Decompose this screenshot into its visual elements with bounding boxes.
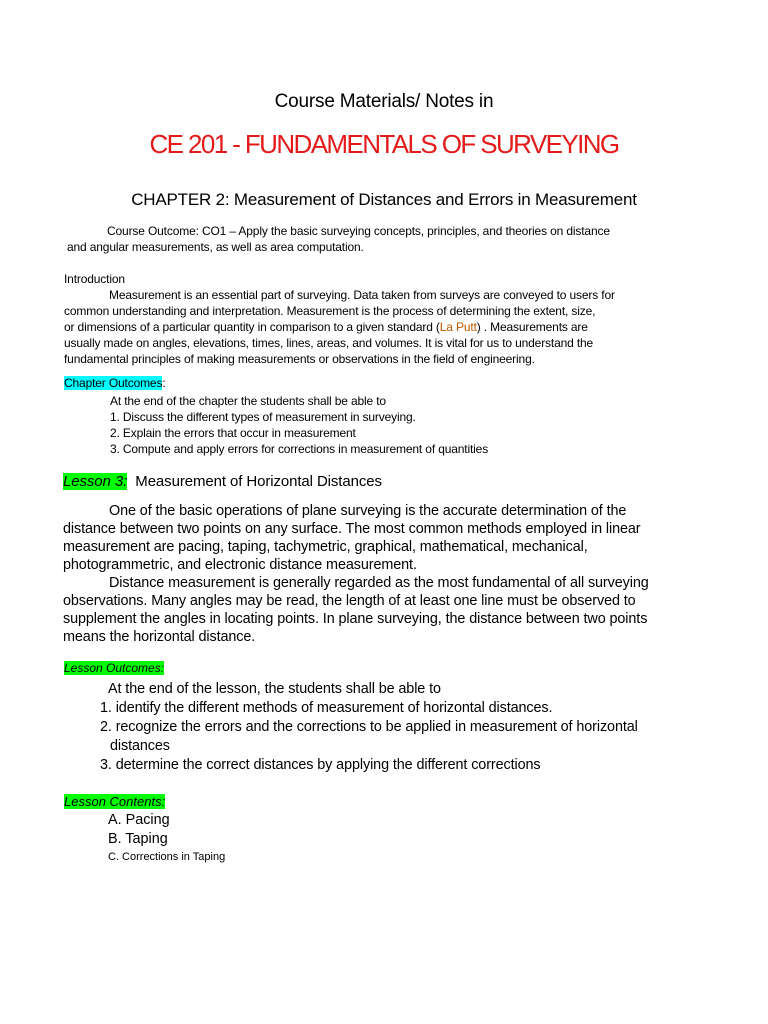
chapter-outcomes-intro: At the end of the chapter the students shall be able to [110, 394, 386, 408]
introduction-heading: Introduction [64, 272, 125, 286]
chapter-outcomes-heading [64, 375, 714, 391]
course-title: CE 201 - FUNDAMENTALS OF SURVEYING [149, 129, 619, 159]
intro-line: or dimensions of a particular quantity in comparison to a given standard ( [64, 320, 440, 334]
lesson-outcomes-label: Lesson Outcomes: [64, 661, 165, 675]
intro-line: common understanding and interpretation. Measurement is the process of determining the extent, size, [64, 304, 596, 318]
course-outcome-line1: Course Outcome: CO1 – Apply the basic surveying concepts, principles, and theories on distance [107, 224, 610, 238]
lesson-outcomes-intro: At the end of the lesson, the students shall be able to [108, 681, 441, 697]
chapter-title: CHAPTER 2: Measurement of Distances and Errors in Measurement [131, 190, 637, 209]
lesson-heading [63, 473, 382, 490]
intro-line-with-citation [64, 319, 714, 335]
lesson-content-b: B. Taping [108, 831, 168, 847]
lesson-outcome-item: 3. determine the correct distances by applying the different corrections [100, 757, 541, 773]
lesson-outcome-item-cont: distances [110, 738, 170, 754]
course-line: Course Materials/ Notes in [274, 91, 494, 112]
lesson-outcomes-list [0, 680, 768, 775]
lesson-outcomes-heading [64, 661, 164, 675]
lesson-para-line: One of the basic operations of plane surveying is the accurate determination of the [109, 503, 627, 519]
lesson-paragraph-1 [63, 502, 640, 574]
intro-line: Measurement is an essential part of surveying. Data taken from surveys are conveyed to users for [109, 288, 615, 302]
chapter-outcomes-label: Chapter Outcomes [64, 376, 163, 390]
lesson-label: Lesson 3: [63, 473, 128, 490]
course-outcome [67, 223, 717, 255]
course-outcome-line2: and angular measurements, as well as area computation. [67, 240, 364, 254]
chapter-outcomes-colon: : [162, 376, 166, 390]
chapter-outcome-item: 1. Discuss the different types of measurement in surveying. [110, 410, 416, 424]
lesson-content-c: C. Corrections in Taping [108, 851, 226, 863]
lesson-para-line: photogrammetric, and electronic distance measurement. [63, 557, 417, 573]
chapter-outcome-item: 3. Compute and apply errors for corrections in measurement of quantities [110, 442, 489, 456]
lesson-paragraph-2 [63, 574, 649, 646]
intro-line: usually made on angles, elevations, times, lines, areas, and volumes. It is vital for us to understand the [64, 336, 594, 350]
lesson-content-a: A. Pacing [108, 812, 170, 828]
introduction-body [64, 287, 714, 367]
lesson-outcome-item: 1. identify the different methods of measurement of horizontal distances. [100, 700, 553, 716]
citation: La Putt [439, 320, 477, 334]
intro-line: fundamental principles of making measurements or observations in the field of engineering. [64, 352, 535, 366]
lesson-para-line: supplement the angles in locating points. In plane surveying, the distance between two points [63, 611, 648, 627]
lesson-para-line: distance between two points on any surface. The most common methods employed in linear [63, 521, 641, 537]
lesson-para-line: means the horizontal distance. [63, 629, 256, 645]
lesson-title: Measurement of Horizontal Distances [135, 473, 382, 490]
lesson-para-line: observations. Many angles may be read, the length of at least one line must be observed to [63, 593, 636, 609]
lesson-contents-heading [64, 794, 165, 809]
lesson-para-line: measurement are pacing, taping, tachymetric, graphical, mathematical, mechanical, [63, 539, 588, 555]
lesson-outcome-item: 2. recognize the errors and the corrections to be applied in measurement of horizontal [100, 719, 638, 735]
chapter-outcomes-list [110, 393, 760, 457]
lesson-contents-label: Lesson Contents: [64, 794, 166, 809]
intro-line-tail: ) . Measurements are [476, 320, 588, 334]
chapter-outcome-item: 2. Explain the errors that occur in measurement [110, 426, 356, 440]
lesson-para-line: Distance measurement is generally regarded as the most fundamental of all surveying [109, 575, 649, 591]
